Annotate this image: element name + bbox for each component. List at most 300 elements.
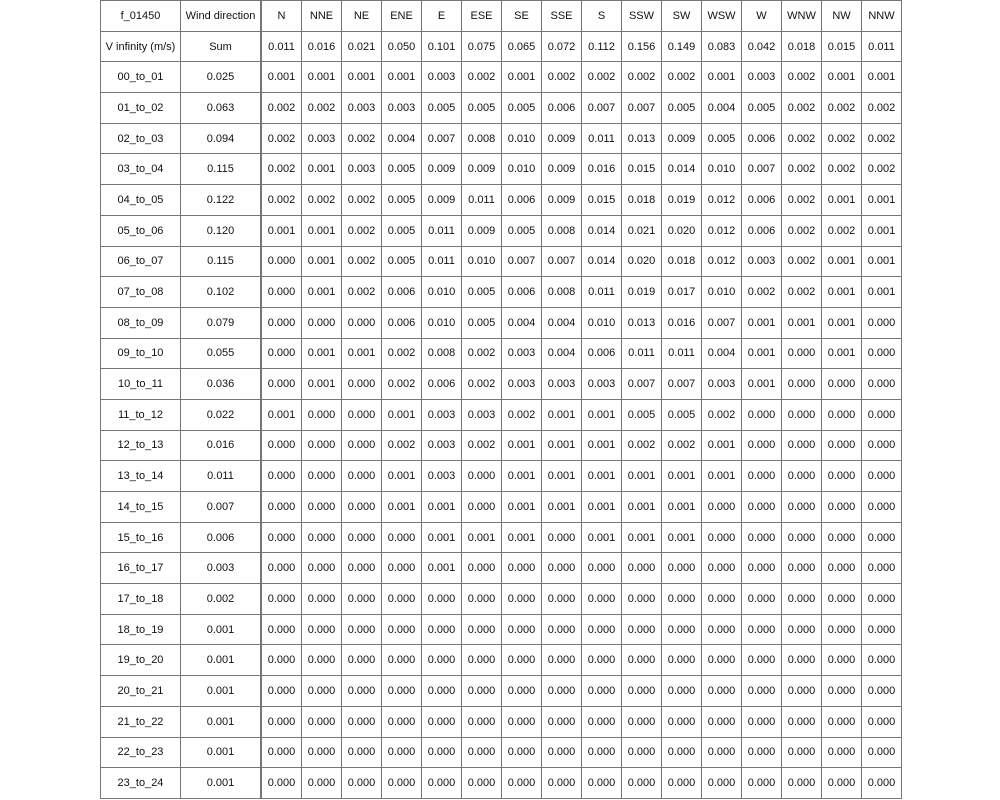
- value-cell: N: [261, 1, 302, 32]
- value-cell: 0.005: [502, 93, 542, 124]
- value-cell: 0.000: [462, 737, 502, 768]
- value-cell: 0.000: [542, 706, 582, 737]
- value-cell: 0.002: [261, 93, 302, 124]
- value-cell: 0.001: [302, 215, 342, 246]
- value-cell: 0.001: [382, 461, 422, 492]
- value-cell: 0.004: [542, 338, 582, 369]
- value-cell: 0.000: [742, 430, 782, 461]
- value-cell: 0.005: [742, 93, 782, 124]
- value-cell: 0.000: [782, 614, 822, 645]
- value-cell: 0.000: [702, 737, 742, 768]
- value-cell: 0.005: [382, 154, 422, 185]
- value-cell: SE: [502, 1, 542, 32]
- sum-cell: 0.007: [181, 492, 262, 523]
- value-cell: 0.000: [261, 768, 302, 799]
- value-cell: 0.010: [422, 277, 462, 308]
- value-cell: 0.000: [782, 768, 822, 799]
- value-cell: 0.001: [622, 522, 662, 553]
- sum-cell: 0.011: [181, 461, 262, 492]
- value-cell: 0.002: [702, 399, 742, 430]
- value-cell: 0.007: [702, 307, 742, 338]
- value-cell: 0.008: [542, 215, 582, 246]
- value-cell: 0.000: [542, 768, 582, 799]
- value-cell: 0.000: [742, 522, 782, 553]
- sum-cell: 0.016: [181, 430, 262, 461]
- value-cell: 0.001: [502, 522, 542, 553]
- row-label-cell: V infinity (m/s): [101, 31, 181, 62]
- value-cell: 0.010: [502, 154, 542, 185]
- value-cell: 0.000: [382, 676, 422, 707]
- value-cell: 0.000: [702, 706, 742, 737]
- value-cell: NNE: [302, 1, 342, 32]
- value-cell: 0.002: [782, 277, 822, 308]
- value-cell: 0.014: [582, 246, 622, 277]
- value-cell: 0.001: [822, 185, 862, 216]
- value-cell: 0.002: [782, 185, 822, 216]
- value-cell: 0.005: [462, 307, 502, 338]
- row-label-cell: 09_to_10: [101, 338, 181, 369]
- value-cell: SW: [662, 1, 702, 32]
- value-cell: 0.000: [261, 614, 302, 645]
- table-body: [101, 1, 902, 799]
- value-cell: 0.000: [502, 553, 542, 584]
- value-cell: 0.000: [462, 492, 502, 523]
- value-cell: 0.001: [782, 307, 822, 338]
- value-cell: 0.000: [822, 399, 862, 430]
- value-cell: 0.000: [662, 737, 702, 768]
- value-cell: 0.002: [822, 215, 862, 246]
- value-cell: 0.000: [502, 584, 542, 615]
- value-cell: 0.000: [302, 614, 342, 645]
- value-cell: 0.002: [342, 215, 382, 246]
- value-cell: 0.000: [261, 645, 302, 676]
- value-cell: 0.001: [702, 430, 742, 461]
- value-cell: 0.000: [462, 676, 502, 707]
- value-cell: 0.000: [862, 614, 902, 645]
- value-cell: 0.000: [662, 553, 702, 584]
- value-cell: 0.009: [542, 123, 582, 154]
- value-cell: 0.006: [502, 277, 542, 308]
- value-cell: 0.000: [822, 768, 862, 799]
- value-cell: 0.000: [382, 737, 422, 768]
- value-cell: 0.013: [622, 307, 662, 338]
- value-cell: 0.000: [342, 645, 382, 676]
- table-row: [101, 93, 902, 124]
- row-label-cell: 01_to_02: [101, 93, 181, 124]
- value-cell: 0.000: [582, 584, 622, 615]
- value-cell: 0.001: [302, 154, 342, 185]
- table-row: [101, 277, 902, 308]
- value-cell: WSW: [702, 1, 742, 32]
- value-cell: 0.013: [622, 123, 662, 154]
- value-cell: 0.001: [302, 369, 342, 400]
- value-cell: 0.001: [662, 461, 702, 492]
- value-cell: 0.000: [382, 706, 422, 737]
- value-cell: 0.000: [422, 737, 462, 768]
- value-cell: 0.004: [702, 93, 742, 124]
- value-cell: 0.000: [782, 645, 822, 676]
- value-cell: 0.000: [662, 768, 702, 799]
- value-cell: 0.000: [342, 706, 382, 737]
- value-cell: ESE: [462, 1, 502, 32]
- value-cell: 0.000: [261, 277, 302, 308]
- value-cell: 0.001: [302, 277, 342, 308]
- row-label-cell: 19_to_20: [101, 645, 181, 676]
- value-cell: 0.000: [662, 584, 702, 615]
- value-cell: 0.000: [462, 614, 502, 645]
- value-cell: 0.000: [662, 645, 702, 676]
- value-cell: 0.000: [502, 737, 542, 768]
- sum-cell: 0.115: [181, 154, 262, 185]
- value-cell: 0.002: [782, 246, 822, 277]
- value-cell: 0.011: [261, 31, 302, 62]
- value-cell: 0.000: [702, 553, 742, 584]
- value-cell: 0.002: [502, 399, 542, 430]
- value-cell: 0.000: [662, 706, 702, 737]
- value-cell: 0.000: [261, 553, 302, 584]
- row-label-cell: 07_to_08: [101, 277, 181, 308]
- value-cell: 0.000: [422, 614, 462, 645]
- value-cell: 0.000: [462, 645, 502, 676]
- value-cell: SSE: [542, 1, 582, 32]
- value-cell: 0.017: [662, 277, 702, 308]
- value-cell: 0.002: [822, 154, 862, 185]
- value-cell: 0.001: [622, 492, 662, 523]
- value-cell: 0.000: [782, 399, 822, 430]
- value-cell: 0.000: [782, 737, 822, 768]
- value-cell: 0.007: [582, 93, 622, 124]
- value-cell: 0.002: [342, 123, 382, 154]
- value-cell: 0.009: [662, 123, 702, 154]
- value-cell: 0.005: [382, 185, 422, 216]
- value-cell: 0.003: [462, 399, 502, 430]
- value-cell: 0.000: [382, 553, 422, 584]
- value-cell: 0.009: [462, 154, 502, 185]
- value-cell: 0.000: [702, 492, 742, 523]
- value-cell: 0.000: [582, 737, 622, 768]
- value-cell: 0.009: [542, 185, 582, 216]
- value-cell: 0.112: [582, 31, 622, 62]
- value-cell: 0.001: [542, 430, 582, 461]
- table-row: [101, 307, 902, 338]
- value-cell: 0.003: [742, 246, 782, 277]
- value-cell: 0.003: [422, 430, 462, 461]
- value-cell: 0.007: [622, 93, 662, 124]
- value-cell: 0.000: [782, 492, 822, 523]
- value-cell: 0.003: [302, 123, 342, 154]
- table-row: [101, 246, 902, 277]
- sum-cell: 0.036: [181, 369, 262, 400]
- value-cell: 0.010: [702, 154, 742, 185]
- table-row: [101, 737, 902, 768]
- value-cell: 0.001: [742, 369, 782, 400]
- value-cell: 0.002: [462, 62, 502, 93]
- value-cell: 0.000: [822, 369, 862, 400]
- value-cell: 0.002: [342, 277, 382, 308]
- sum-cell: 0.022: [181, 399, 262, 430]
- value-cell: 0.016: [662, 307, 702, 338]
- sum-cell: 0.063: [181, 93, 262, 124]
- row-label-cell: 16_to_17: [101, 553, 181, 584]
- value-cell: 0.002: [782, 93, 822, 124]
- value-cell: 0.000: [862, 338, 902, 369]
- value-cell: 0.000: [382, 522, 422, 553]
- table-row: [101, 399, 902, 430]
- value-cell: 0.002: [382, 369, 422, 400]
- value-cell: 0.000: [822, 614, 862, 645]
- row-label-cell: 13_to_14: [101, 461, 181, 492]
- value-cell: 0.001: [261, 62, 302, 93]
- value-cell: 0.000: [822, 645, 862, 676]
- value-cell: 0.015: [582, 185, 622, 216]
- value-cell: 0.000: [862, 522, 902, 553]
- value-cell: 0.005: [422, 93, 462, 124]
- value-cell: 0.000: [261, 338, 302, 369]
- value-cell: 0.000: [862, 645, 902, 676]
- value-cell: 0.000: [342, 737, 382, 768]
- row-label-cell: 04_to_05: [101, 185, 181, 216]
- value-cell: 0.000: [542, 614, 582, 645]
- value-cell: 0.000: [742, 553, 782, 584]
- value-cell: 0.011: [582, 123, 622, 154]
- value-cell: 0.000: [622, 645, 662, 676]
- table-row: [101, 154, 902, 185]
- value-cell: 0.000: [862, 492, 902, 523]
- value-cell: 0.000: [742, 461, 782, 492]
- value-cell: 0.002: [862, 93, 902, 124]
- header-row-directions: [101, 1, 902, 32]
- value-cell: 0.002: [462, 338, 502, 369]
- value-cell: 0.004: [702, 338, 742, 369]
- table-row: [101, 522, 902, 553]
- value-cell: 0.001: [862, 62, 902, 93]
- sum-cell: 0.094: [181, 123, 262, 154]
- value-cell: 0.000: [822, 676, 862, 707]
- value-cell: 0.000: [422, 676, 462, 707]
- value-cell: 0.001: [582, 492, 622, 523]
- table-row: [101, 584, 902, 615]
- value-cell: 0.000: [742, 584, 782, 615]
- row-label-cell: 06_to_07: [101, 246, 181, 277]
- value-cell: 0.000: [782, 522, 822, 553]
- value-cell: 0.000: [542, 522, 582, 553]
- value-cell: 0.000: [822, 737, 862, 768]
- value-cell: 0.001: [582, 430, 622, 461]
- value-cell: 0.000: [302, 676, 342, 707]
- value-cell: 0.000: [342, 553, 382, 584]
- value-cell: 0.000: [382, 645, 422, 676]
- value-cell: 0.018: [782, 31, 822, 62]
- sum-cell: 0.002: [181, 584, 262, 615]
- value-cell: 0.000: [342, 584, 382, 615]
- row-label-cell: 08_to_09: [101, 307, 181, 338]
- value-cell: 0.014: [582, 215, 622, 246]
- value-cell: 0.007: [742, 154, 782, 185]
- sum-cell: 0.120: [181, 215, 262, 246]
- table-row: [101, 645, 902, 676]
- value-cell: 0.001: [822, 62, 862, 93]
- value-cell: 0.000: [822, 706, 862, 737]
- value-cell: 0.000: [662, 676, 702, 707]
- value-cell: 0.000: [742, 492, 782, 523]
- value-cell: 0.000: [302, 492, 342, 523]
- value-cell: 0.000: [302, 584, 342, 615]
- value-cell: 0.000: [622, 768, 662, 799]
- value-cell: 0.003: [502, 369, 542, 400]
- value-cell: 0.001: [462, 522, 502, 553]
- value-cell: SSW: [622, 1, 662, 32]
- value-cell: 0.000: [342, 522, 382, 553]
- value-cell: 0.000: [261, 676, 302, 707]
- value-cell: 0.002: [662, 62, 702, 93]
- value-cell: 0.006: [582, 338, 622, 369]
- value-cell: 0.003: [342, 93, 382, 124]
- value-cell: 0.000: [662, 614, 702, 645]
- value-cell: 0.002: [782, 123, 822, 154]
- value-cell: 0.007: [662, 369, 702, 400]
- value-cell: 0.001: [622, 461, 662, 492]
- value-cell: 0.001: [502, 461, 542, 492]
- row-label-cell: 10_to_11: [101, 369, 181, 400]
- value-cell: 0.000: [742, 676, 782, 707]
- value-cell: 0.010: [462, 246, 502, 277]
- value-cell: 0.005: [622, 399, 662, 430]
- value-cell: 0.002: [782, 154, 822, 185]
- value-cell: 0.005: [502, 215, 542, 246]
- value-cell: 0.000: [822, 492, 862, 523]
- value-cell: 0.000: [742, 645, 782, 676]
- value-cell: 0.149: [662, 31, 702, 62]
- value-cell: 0.050: [382, 31, 422, 62]
- row-label-cell: 22_to_23: [101, 737, 181, 768]
- value-cell: 0.007: [542, 246, 582, 277]
- value-cell: 0.002: [261, 123, 302, 154]
- value-cell: 0.001: [302, 338, 342, 369]
- value-cell: 0.003: [742, 62, 782, 93]
- value-cell: 0.000: [742, 614, 782, 645]
- value-cell: 0.019: [622, 277, 662, 308]
- value-cell: 0.010: [502, 123, 542, 154]
- value-cell: 0.065: [502, 31, 542, 62]
- value-cell: NW: [822, 1, 862, 32]
- value-cell: 0.005: [462, 277, 502, 308]
- table-row: [101, 676, 902, 707]
- value-cell: 0.021: [622, 215, 662, 246]
- value-cell: 0.005: [462, 93, 502, 124]
- value-cell: 0.000: [862, 369, 902, 400]
- value-cell: 0.000: [422, 645, 462, 676]
- sum-cell: 0.001: [181, 768, 262, 799]
- value-cell: 0.000: [342, 614, 382, 645]
- value-cell: 0.001: [582, 399, 622, 430]
- value-cell: 0.000: [742, 706, 782, 737]
- value-cell: 0.002: [342, 246, 382, 277]
- table-row: [101, 461, 902, 492]
- value-cell: 0.006: [742, 123, 782, 154]
- value-cell: 0.000: [302, 645, 342, 676]
- table-row: [101, 185, 902, 216]
- value-cell: 0.001: [822, 307, 862, 338]
- value-cell: 0.001: [422, 492, 462, 523]
- value-cell: 0.000: [542, 553, 582, 584]
- value-cell: 0.007: [422, 123, 462, 154]
- value-cell: 0.019: [662, 185, 702, 216]
- value-cell: 0.001: [542, 492, 582, 523]
- value-cell: 0.005: [382, 246, 422, 277]
- row-label-cell: 21_to_22: [101, 706, 181, 737]
- value-cell: 0.000: [782, 553, 822, 584]
- value-cell: 0.000: [622, 614, 662, 645]
- value-cell: 0.000: [822, 430, 862, 461]
- table-row: [101, 369, 902, 400]
- value-cell: 0.001: [302, 62, 342, 93]
- value-cell: 0.018: [662, 246, 702, 277]
- value-cell: 0.011: [662, 338, 702, 369]
- value-cell: 0.001: [822, 246, 862, 277]
- header-row-sums: [101, 31, 902, 62]
- value-cell: 0.000: [542, 676, 582, 707]
- value-cell: 0.002: [822, 93, 862, 124]
- value-cell: 0.012: [702, 185, 742, 216]
- value-cell: 0.012: [702, 215, 742, 246]
- value-cell: 0.010: [702, 277, 742, 308]
- value-cell: 0.000: [702, 584, 742, 615]
- value-cell: 0.000: [302, 768, 342, 799]
- value-cell: 0.000: [702, 676, 742, 707]
- value-cell: 0.008: [542, 277, 582, 308]
- value-cell: 0.003: [542, 369, 582, 400]
- table-row: [101, 430, 902, 461]
- sum-cell: 0.001: [181, 645, 262, 676]
- sum-cell: Sum: [181, 31, 262, 62]
- value-cell: 0.000: [582, 706, 622, 737]
- table-row: [101, 553, 902, 584]
- value-cell: 0.016: [582, 154, 622, 185]
- value-cell: 0.000: [261, 706, 302, 737]
- value-cell: 0.001: [662, 492, 702, 523]
- value-cell: 0.002: [382, 338, 422, 369]
- value-cell: 0.006: [502, 185, 542, 216]
- value-cell: 0.000: [742, 737, 782, 768]
- value-cell: 0.083: [702, 31, 742, 62]
- value-cell: 0.156: [622, 31, 662, 62]
- value-cell: 0.006: [422, 369, 462, 400]
- sum-cell: 0.115: [181, 246, 262, 277]
- value-cell: 0.006: [742, 215, 782, 246]
- value-cell: 0.000: [502, 676, 542, 707]
- value-cell: ENE: [382, 1, 422, 32]
- value-cell: 0.002: [462, 430, 502, 461]
- sum-cell: 0.055: [181, 338, 262, 369]
- table-row: [101, 123, 902, 154]
- value-cell: 0.011: [582, 277, 622, 308]
- row-label-cell: 03_to_04: [101, 154, 181, 185]
- value-cell: 0.000: [422, 706, 462, 737]
- value-cell: 0.000: [782, 461, 822, 492]
- value-cell: 0.003: [422, 62, 462, 93]
- value-cell: 0.000: [742, 768, 782, 799]
- value-cell: 0.006: [742, 185, 782, 216]
- value-cell: 0.012: [702, 246, 742, 277]
- value-cell: S: [582, 1, 622, 32]
- value-cell: 0.000: [702, 522, 742, 553]
- value-cell: 0.000: [382, 768, 422, 799]
- value-cell: 0.000: [302, 522, 342, 553]
- table-row: [101, 614, 902, 645]
- value-cell: 0.000: [261, 369, 302, 400]
- value-cell: 0.042: [742, 31, 782, 62]
- value-cell: 0.000: [261, 246, 302, 277]
